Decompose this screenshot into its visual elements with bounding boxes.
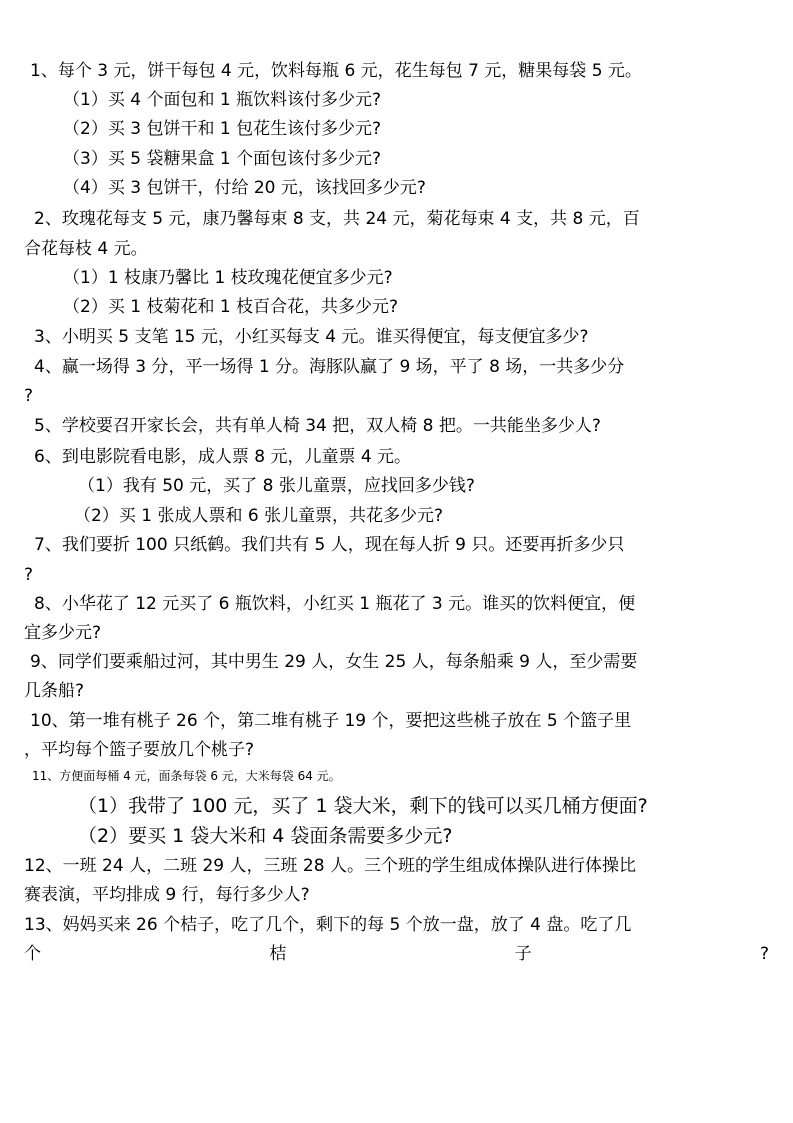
problem-1-q4: （4）买 3 包饼干，付给 20 元，该找回多少元? [63,178,426,198]
problem-12-cont: 赛表演，平均排成 9 行，每行多少人? [24,885,310,905]
problem-13: 13、妈妈买来 26 个桔子，吃了几个，剩下的每 5 个放一盘，放了 4 盘。吃了几 [24,915,632,935]
problem-6-q1: （1）我有 50 元，买了 8 张儿童票，应找回多少钱? [78,476,475,496]
problem-3: 3、小明买 5 支笔 15 元，小红买每支 4 元。谁买得便宜，每支便宜多少? [34,327,589,347]
problem-7-cont: ? [24,565,34,585]
word-ge: 个 [24,944,41,964]
problem-12: 12、一班 24 人，二班 29 人，三班 28 人。三个班的学生组成体操队进行体操比 [24,856,636,876]
problem-8: 8、小华花了 12 元买了 6 瓶饮料，小红买 1 瓶花了 3 元。谁买的饮料便宜，便 [34,594,636,614]
problem-13-cont [24,943,769,965]
problem-2: 2、玫瑰花每支 5 元，康乃馨每束 8 支，共 24 元，菊花每束 4 支，共 8 元，百 [34,209,640,229]
problem-11-q1: （1）我带了 100 元，买了 1 袋大米，剩下的钱可以买几桶方便面? [78,795,648,817]
problem-9-cont: 几条船? [24,681,85,701]
problem-1-q3: （3）买 5 袋糖果盒 1 个面包该付多少元? [63,149,382,169]
problem-7: 7、我们要折 100 只纸鹤。我们共有 5 人，现在每人折 9 只。还要再折多少只 [34,535,625,555]
word-zi: 子 [514,944,532,964]
problem-2-cont: 合花每枝 4 元。 [24,239,148,259]
problem-10: 10、第一堆有桃子 26 个，第二堆有桃子 19 个，要把这些桃子放在 5 个篮子里 [30,711,632,731]
problem-8-cont: 宜多少元? [24,623,102,643]
problem-5: 5、学校要召开家长会，共有单人椅 34 把，双人椅 8 把。一共能坐多少人? [34,416,601,436]
problem-10-cont: ，平均每个篮子要放几个桃子? [24,740,255,760]
problem-11: 11、方便面每桶 4 元，面条每袋 6 元，大米每袋 64 元。 [32,769,341,783]
word-ju: 桔 [269,944,287,964]
problem-4: 4、赢一场得 3 分，平一场得 1 分。海豚队赢了 9 场，平了 8 场，一共多少分 [34,357,625,377]
problem-1: 1、每个 3 元，饼干每包 4 元，饮料每瓶 6 元，花生每包 7 元，糖果每袋 5 元。 [30,61,642,81]
problem-2-q2: （2）买 1 枝菊花和 1 枝百合花，共多少元? [63,297,399,317]
problem-1-q1: （1）买 4 个面包和 1 瓶饮料该付多少元? [63,90,382,110]
problem-1-q2: （2）买 3 包饼干和 1 包花生该付多少元? [63,119,382,139]
problem-4-cont: ? [24,386,34,406]
problem-9: 9、同学们要乘船过河，其中男生 29 人，女生 25 人，每条船乘 9 人，至少需要 [30,652,638,672]
problem-11-q2: （2）要买 1 袋大米和 4 袋面条需要多少元? [78,825,453,847]
problem-2-q1: （1）1 枝康乃馨比 1 枝玫瑰花便宜多少元? [63,268,393,288]
problem-6: 6、到电影院看电影，成人票 8 元，儿童票 4 元。 [34,447,412,467]
question-mark: ? [759,944,769,964]
problem-6-q2: （2）买 1 张成人票和 6 张儿童票，共花多少元? [74,506,444,526]
